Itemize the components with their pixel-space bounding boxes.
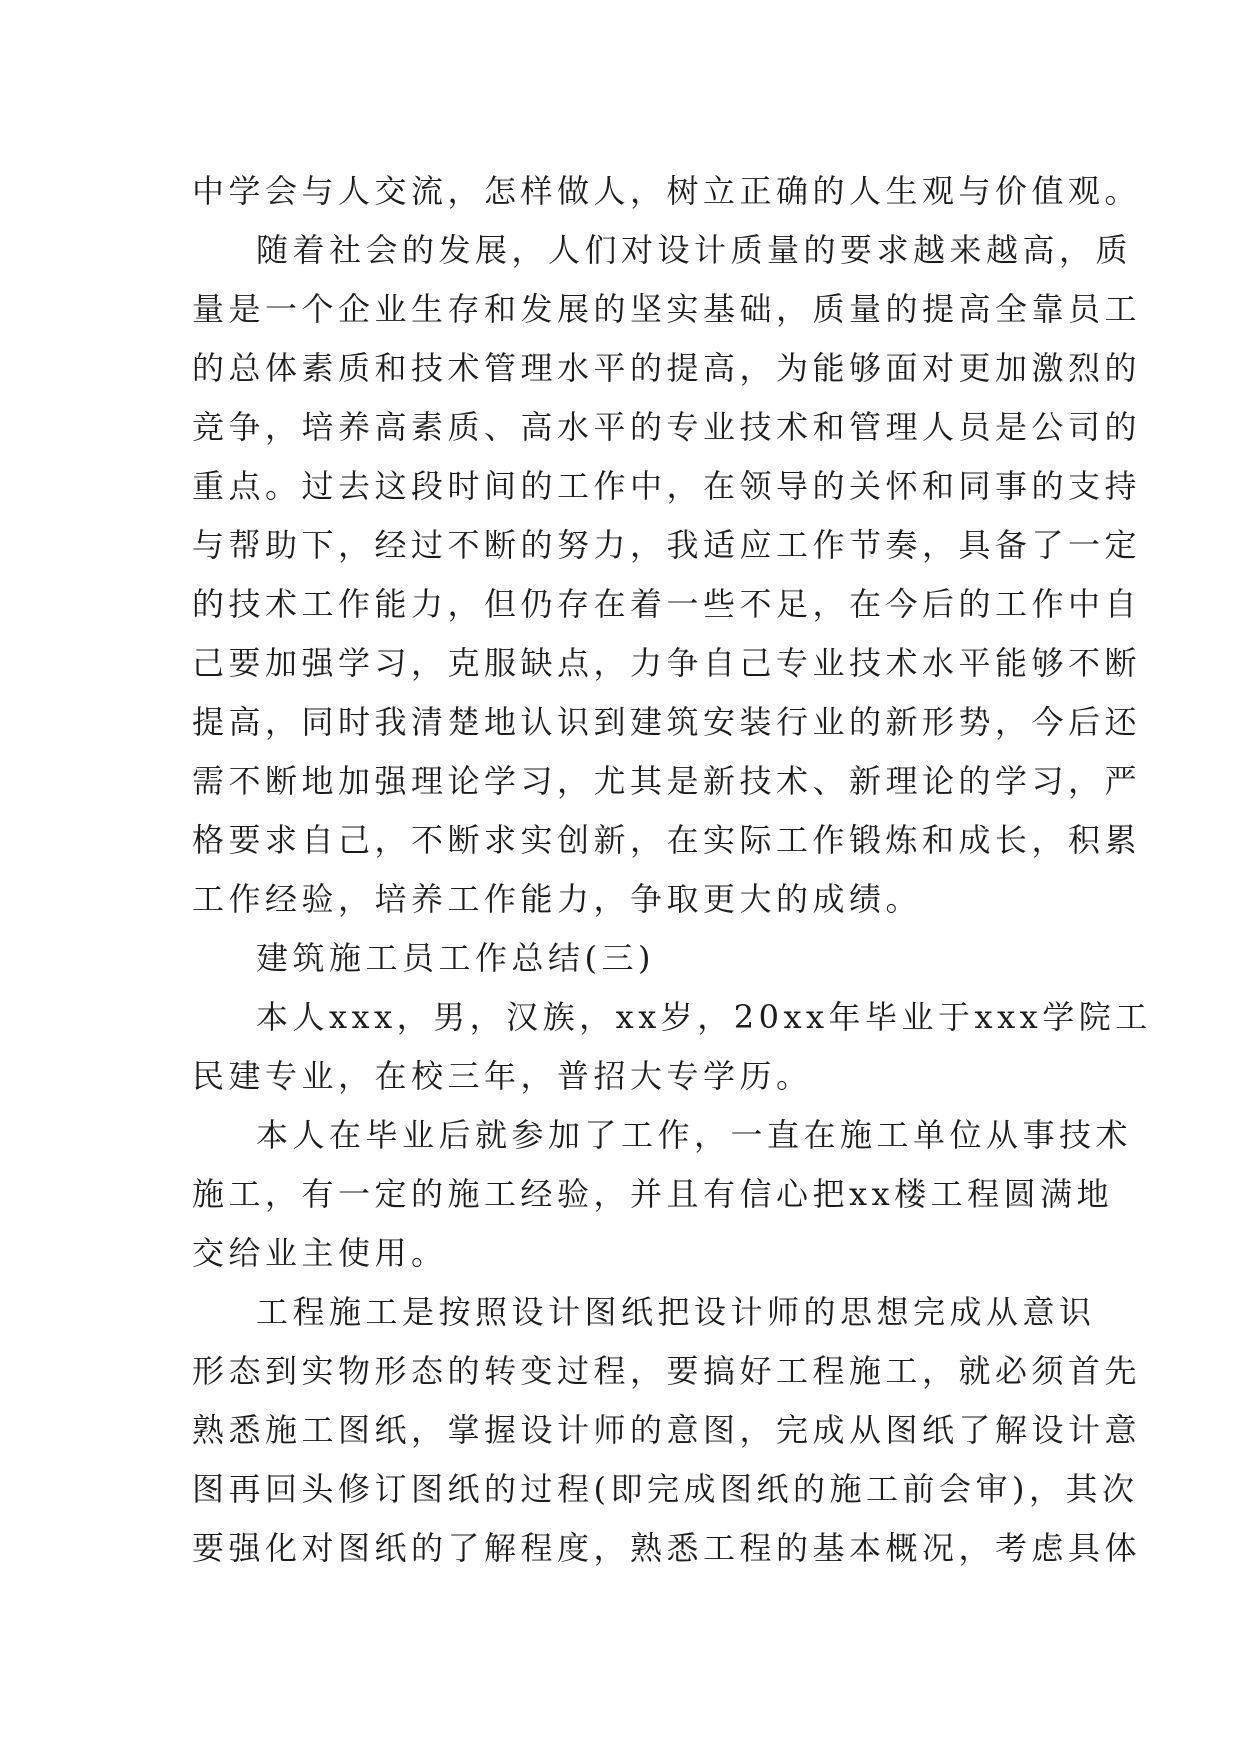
text-line: 随着社会的发展，人们对设计质量的要求越来越高，质 <box>256 231 1133 269</box>
text-line: 施工，有一定的施工经验，并且有信心把xx楼工程圆满地 <box>192 1175 1114 1213</box>
text-line: 提高，同时我清楚地认识到建筑安装行业的新形势，今后还 <box>192 703 1142 741</box>
text-line: 量是一个企业生存和发展的坚实基础，质量的提高全靠员工 <box>192 290 1142 328</box>
document-body <box>192 162 1152 1578</box>
text-line: 本人xxx，男，汉族，xx岁，20xx年毕业于xxx学院工 <box>256 998 1152 1036</box>
text-line: 格要求自己，不断求实创新，在实际工作锻炼和成长，积累 <box>192 821 1142 859</box>
text-line: 要强化对图纸的了解程度，熟悉工程的基本概况，考虑具体 <box>192 1529 1142 1567</box>
text-line: 的技术工作能力，但仍存在着一些不足，在今后的工作中自 <box>192 585 1142 623</box>
text-line: 熟悉施工图纸，掌握设计师的意图，完成从图纸了解设计意 <box>192 1411 1142 1449</box>
text-line: 与帮助下，经过不断的努力，我适应工作节奏，具备了一定 <box>192 526 1142 564</box>
text-line: 工程施工是按照设计图纸把设计师的思想完成从意识 <box>256 1293 1096 1331</box>
text-line: 形态到实物形态的转变过程，要搞好工程施工，就必须首先 <box>192 1352 1142 1390</box>
text-line: 竞争，培养高素质、高水平的专业技术和管理人员是公司的 <box>192 408 1142 446</box>
text-line: 的总体素质和技术管理水平的提高，为能够面对更加激烈的 <box>192 349 1142 387</box>
text-line: 需不断地加强理论学习，尤其是新技术、新理论的学习，严 <box>192 762 1142 800</box>
text-line: 中学会与人交流，怎样做人，树立正确的人生观与价值观。 <box>192 172 1142 210</box>
text-line: 民建专业，在校三年，普招大专学历。 <box>192 1057 813 1095</box>
text-line: 本人在毕业后就参加了工作，一直在施工单位从事技术 <box>256 1116 1133 1154</box>
text-line: 己要加强学习，克服缺点，力争自己专业技术水平能够不断 <box>192 644 1142 682</box>
text-line: 工作经验，培养工作能力，争取更大的成绩。 <box>192 880 923 918</box>
text-line: 交给业主使用。 <box>192 1234 448 1272</box>
text-line: 重点。过去这段时间的工作中，在领导的关怀和同事的支持 <box>192 467 1142 505</box>
text-line: 图再回头修订图纸的过程(即完成图纸的施工前会审)，其次 <box>192 1470 1139 1508</box>
section-heading: 建筑施工员工作总结(三) <box>256 939 655 977</box>
